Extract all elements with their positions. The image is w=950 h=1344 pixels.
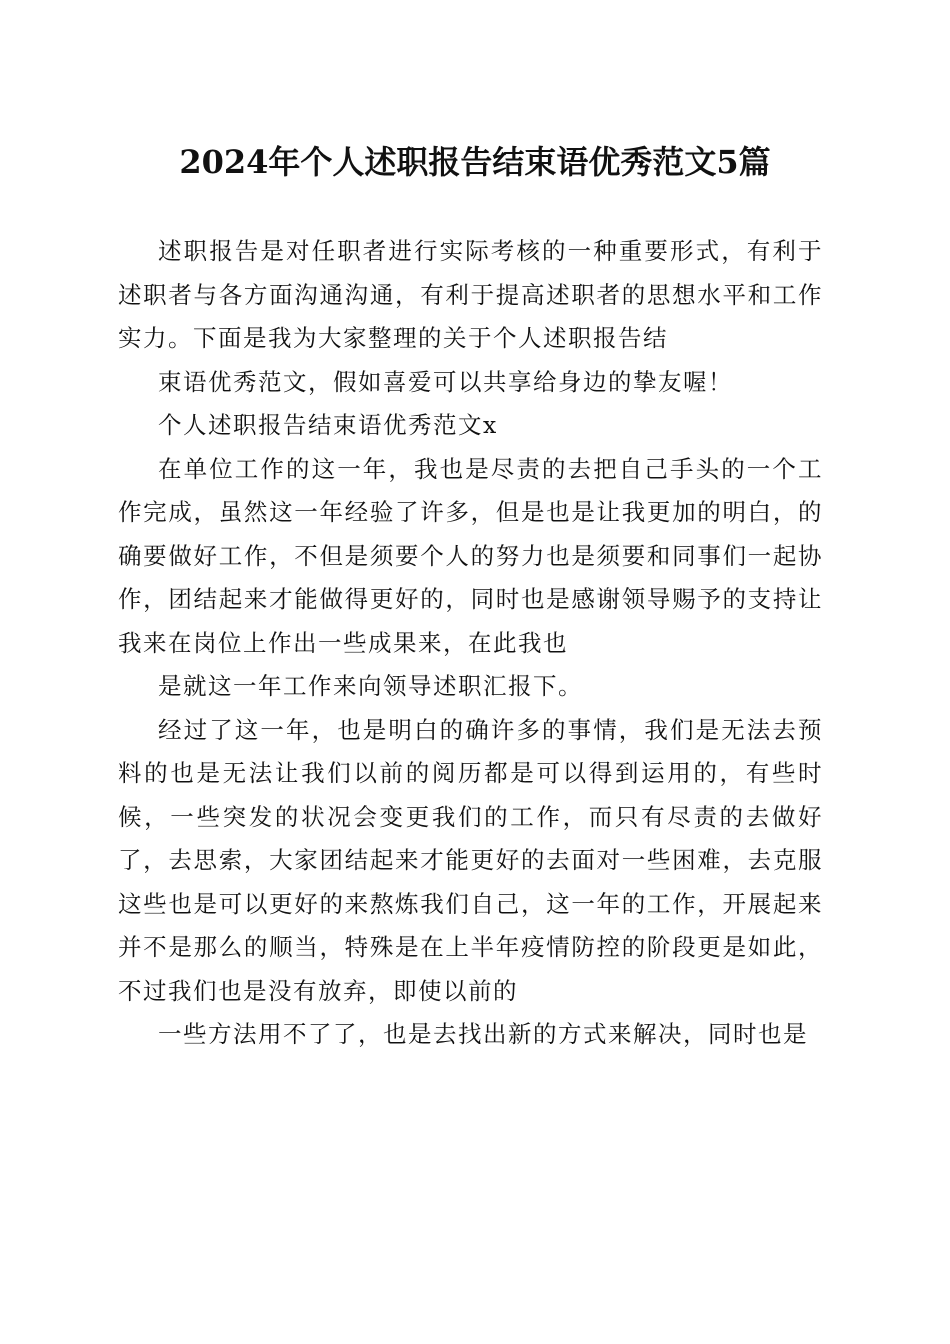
section-heading: 个人述职报告结束语优秀范文x (158, 411, 498, 439)
paragraph-intro: 述职报告是对任职者进行实际考核的一种重要形式，有利于述职者与各方面沟通沟通，有利于提高述职者的思想水平和工作实力。下面是我为大家整理的关于个人述职报告结 (118, 237, 823, 352)
paragraph-methods: 一些方法用不了了，也是去找出新的方式来解决，同时也是 (158, 1020, 808, 1048)
paragraph-work-year: 在单位工作的这一年，我也是尽责的去把自己手头的一个工作完成，虽然这一年经验了许多，但是也是让我更加的明白，的确要做好工作，不但是须要个人的努力也是须要和同事们一起协作，团结起来才能做得更好的，同时也是感谢领导赐予的支持让我来在岗位上作出一些成果来，在此我也 (118, 454, 823, 657)
paragraph-report-line: 是就这一年工作来向领导述职汇报下。 (158, 672, 583, 700)
document-body (118, 230, 823, 1057)
paragraph-intro-continued: 束语优秀范文，假如喜爱可以共享给身边的挚友喔！ (158, 367, 733, 396)
paragraph-experience: 经过了这一年，也是明白的确许多的事情，我们是无法去预料的也是无法让我们以前的阅历都是可以得到运用的，有些时候，一些突发的状况会变更我们的工作，而只有尽责的去做好了，去思索，大家团结起来才能更好的去面对一些困难，去克服这些也是可以更好的来熬炼我们自己，这一年的工作，开展起来并不是那么的顺当，特殊是在上半年疫情防控的阶段更是如此，不过我们也是没有放弃，即使以前的 (118, 715, 823, 1005)
document-title: 2024年个人述职报告结束语优秀范文5篇 (179, 143, 771, 181)
